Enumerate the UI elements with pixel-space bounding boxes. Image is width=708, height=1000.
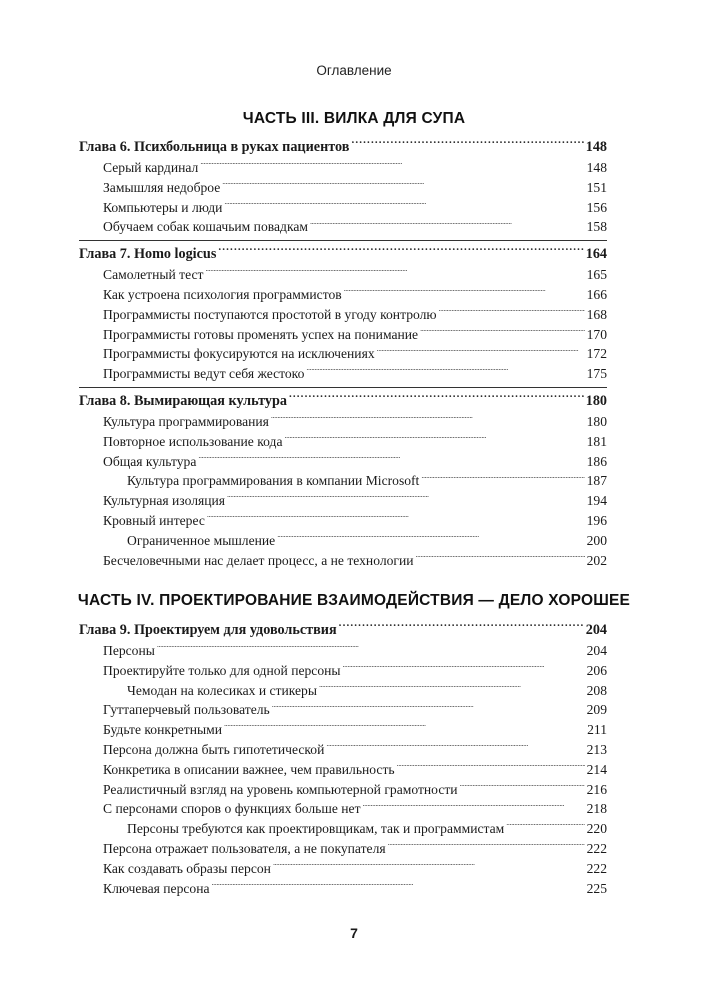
toc-entry: [79, 491, 607, 511]
toc-page-number: 170: [586, 326, 607, 342]
dot-leader: [326, 740, 584, 754]
toc-page-number: 181: [586, 433, 607, 449]
toc-entry-title: Общая культура: [103, 453, 197, 469]
dot-leader: [439, 305, 585, 319]
toc-chapter-heading: [79, 243, 607, 265]
toc-page-number: 222: [586, 840, 607, 856]
toc-entry: [79, 641, 607, 661]
dot-leader: [306, 365, 584, 379]
dot-leader: [218, 244, 583, 258]
dot-leader: [224, 721, 585, 735]
toc-page-number: 196: [586, 512, 607, 528]
dot-leader: [343, 661, 585, 675]
toc-page-number: 180: [586, 413, 607, 429]
toc-page-number: 225: [586, 880, 607, 896]
toc-entry: [79, 471, 607, 491]
dot-leader: [351, 137, 583, 151]
page-number: 7: [350, 925, 358, 941]
dot-leader: [200, 158, 584, 172]
toc-chapter: [79, 387, 607, 570]
toc-entry-title: Ограниченное мышление: [127, 532, 276, 548]
part-title: ЧАСТЬ III. ВИЛКА ДЛЯ СУПА: [242, 110, 466, 127]
toc-page-number: 214: [586, 761, 607, 777]
toc-entry-title: Будьте конкретными: [103, 722, 223, 738]
toc-entry: [79, 531, 607, 551]
toc-entry-title: Гуттаперчевый пользователь: [103, 702, 270, 718]
toc-entry-title: Как создавать образы персон: [103, 860, 271, 876]
toc-entry: [79, 819, 607, 839]
toc-entry-title: Проектируйте только для одной персоны: [103, 662, 341, 678]
dot-leader: [421, 472, 584, 486]
toc-entry-title: Персона отражает пользователя, а не покупателя: [103, 840, 386, 856]
toc-chapter: [79, 136, 607, 237]
toc-entry: [79, 879, 607, 899]
toc-entry-title: Как устроена психология программистов: [103, 286, 342, 302]
toc-page-number: 168: [586, 306, 607, 322]
dot-leader: [285, 432, 585, 446]
dot-leader: [212, 879, 585, 893]
toc-page-number: 218: [586, 801, 607, 817]
toc-entry: [79, 158, 607, 178]
toc-page-number: 220: [586, 821, 607, 837]
dot-leader: [460, 780, 585, 794]
toc-entry: [79, 760, 607, 780]
toc-entry-title: Культурная изоляция: [103, 493, 226, 509]
toc-entry: [79, 661, 607, 681]
toc-page-number: 211: [587, 722, 607, 738]
toc-entry-title: Программисты готовы променять успех на понимание: [103, 326, 419, 342]
dot-leader: [273, 859, 585, 873]
toc-page-number: 194: [586, 493, 607, 509]
toc-entry-title: Повторное использование кода: [103, 433, 283, 449]
dot-leader: [420, 325, 585, 339]
toc-page-number: 216: [586, 781, 607, 797]
toc-entry-title: Самолетный тест: [103, 267, 204, 283]
toc-entry-title: Культура программирования: [103, 413, 269, 429]
dot-leader: [222, 178, 584, 192]
toc-page-number: 165: [586, 267, 607, 283]
dot-leader: [319, 681, 585, 695]
toc-entry-title: Персоны: [103, 643, 155, 658]
dot-leader: [344, 285, 585, 299]
toc-entry-title: Программисты ведут себя жестоко: [103, 366, 305, 382]
toc-page-number: 156: [586, 199, 607, 215]
toc-entry-title: Замышляя недоброе: [103, 179, 221, 195]
toc-part-4: [79, 619, 607, 898]
dot-leader: [272, 701, 585, 715]
toc-entry-title: Компьютеры и люди: [103, 199, 223, 215]
running-head: Оглавление: [316, 63, 392, 78]
toc-entry-title: Глава 8. Вымирающая культура: [79, 392, 287, 409]
toc-entry: [79, 265, 607, 285]
toc-page-number: 166: [586, 286, 607, 302]
toc-entry: [79, 839, 607, 859]
toc-entry: [79, 198, 607, 218]
toc-entry: [79, 412, 607, 432]
toc-entry: [79, 859, 607, 879]
dot-leader: [310, 218, 585, 232]
toc-page-number: 151: [586, 179, 607, 195]
dot-leader: [224, 198, 584, 212]
dot-leader: [506, 820, 584, 834]
toc-page-number: 172: [586, 346, 607, 362]
toc-entry: [79, 305, 607, 325]
toc-entry-title: С персонами споров о функциях больше нет: [103, 801, 361, 817]
toc-page-number: 206: [586, 662, 607, 678]
toc-chapter-heading: [79, 619, 607, 641]
toc-entry-title: Обучаем собак кошачьим повадкам: [103, 219, 308, 235]
toc-page-number: 222: [586, 860, 607, 876]
toc-page-number: 158: [586, 219, 607, 235]
toc-part-3: [79, 136, 607, 570]
dot-leader: [277, 531, 584, 545]
dot-leader: [289, 391, 584, 405]
toc-entry: [79, 452, 607, 472]
toc-entry: [79, 432, 607, 452]
toc-entry: [79, 364, 607, 384]
toc-entry: [79, 799, 607, 819]
toc-page-number: 209: [586, 702, 607, 718]
toc-page-number: 208: [586, 682, 607, 698]
toc-entry: [79, 681, 607, 701]
dot-leader: [339, 620, 584, 634]
toc-page-number: 200: [586, 532, 607, 548]
dot-leader: [397, 760, 585, 774]
dot-leader: [205, 266, 584, 280]
toc-entry-title: Реалистичный взгляд на уровень компьютерной грамотности: [103, 781, 458, 797]
toc-entry-title: Культура программирования в компании Microsoft: [127, 473, 420, 489]
toc-page-number: 164: [585, 246, 607, 263]
toc-page-number: 148: [585, 139, 607, 155]
toc-entry: [79, 217, 607, 237]
dot-leader: [363, 800, 585, 814]
toc-entry-title: Глава 9. Проектируем для удовольствия: [79, 622, 337, 638]
toc-entry: [79, 740, 607, 760]
toc-page-number: 204: [586, 643, 607, 658]
toc-entry: [79, 551, 607, 571]
toc-entry: [79, 511, 607, 531]
toc-entry-title: Персона должна быть гипотетической: [103, 741, 325, 757]
toc-entry: [79, 285, 607, 305]
dot-leader: [227, 492, 585, 506]
toc-entry-title: Глава 6. Психбольница в руках пациентов: [79, 139, 350, 155]
toc-page-number: 202: [586, 552, 607, 568]
toc-entry-title: Бесчеловечными нас делает процесс, а не технологии: [103, 552, 414, 568]
chapter-divider: [79, 240, 607, 241]
toc-entry: [79, 325, 607, 345]
toc-entry-title: Серый кардинал: [103, 160, 199, 175]
dot-leader: [416, 551, 585, 565]
toc-page-number: 186: [586, 453, 607, 469]
toc-page-number: 180: [585, 392, 607, 409]
toc-entry-title: Программисты фокусируются на исключениях: [103, 346, 375, 362]
toc-entry-title: Ключевая персона: [103, 880, 210, 896]
toc-chapter: [79, 619, 607, 898]
toc-entry-title: Чемодан на колесиках и стикеры: [127, 682, 317, 698]
dot-leader: [198, 452, 584, 466]
toc-entry-title: Кровный интерес: [103, 512, 205, 528]
toc-page-number: 204: [585, 622, 607, 638]
toc-chapter-heading: [79, 390, 607, 412]
toc-page-number: 213: [586, 741, 607, 757]
toc-entry: [79, 700, 607, 720]
toc-entry-title: Глава 7. Homo logicus: [79, 246, 217, 263]
dot-leader: [388, 839, 585, 853]
toc-entry-title: Конкретика в описании важнее, чем правильность: [103, 761, 395, 777]
part-title: ЧАСТЬ IV. ПРОЕКТИРОВАНИЕ ВЗАИМОДЕЙСТВИЯ — ДЕЛО ХОРОШЕЕ: [77, 592, 631, 609]
dot-leader: [377, 345, 585, 359]
dot-leader: [271, 412, 585, 426]
toc-page-number: 187: [586, 473, 607, 489]
toc-entry-title: Программисты поступаются простотой в угоду контролю: [103, 306, 437, 322]
toc-page-number: 148: [586, 160, 607, 175]
toc-chapter: [79, 240, 607, 384]
dot-leader: [207, 511, 585, 525]
toc-entry: [79, 780, 607, 800]
dot-leader: [157, 641, 585, 655]
toc-page-number: 175: [586, 366, 607, 382]
toc-entry: [79, 344, 607, 364]
toc-entry-title: Персоны требуются как проектировщикам, так и программистам: [127, 821, 505, 837]
chapter-divider: [79, 387, 607, 388]
toc-chapter-heading: [79, 136, 607, 158]
toc-entry: [79, 720, 607, 740]
toc-entry: [79, 178, 607, 198]
